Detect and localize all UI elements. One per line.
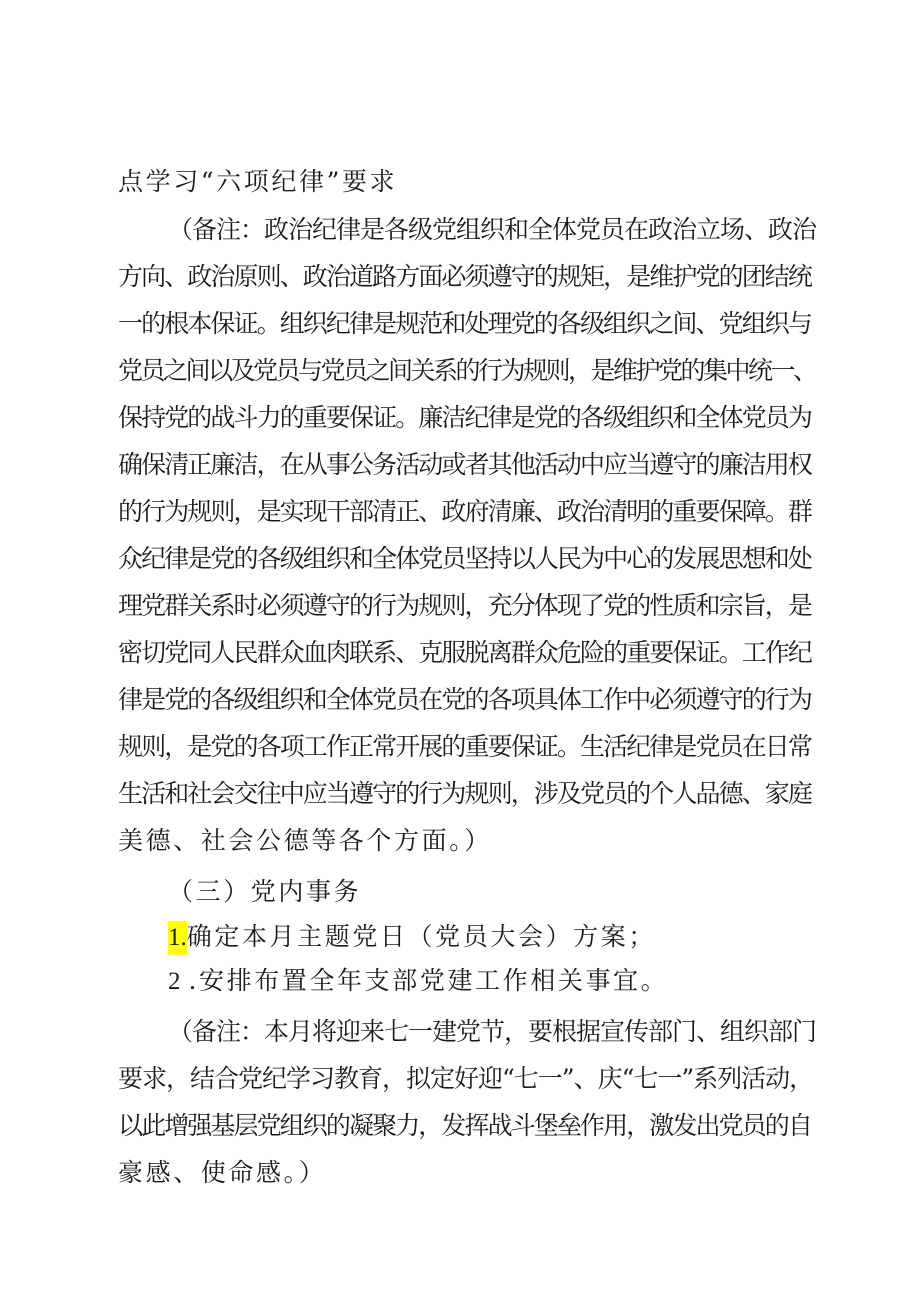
note1-line: 的行为规则，是实现干部清正、政府清廉、政治清明的重要保障。群: [118, 497, 812, 526]
note1-line: （备注：政治纪律是各级党组织和全体党员在政治立场、政治: [168, 215, 817, 244]
note2-line: （备注：本月将迎来七一建党节，要根据宣传部门、组织部门: [168, 1017, 817, 1046]
item-text: .安排布置全年支部党建工作相关事宜。: [188, 966, 669, 995]
note1-line: 理党群关系时必须遵守的行为规则，充分体现了党的性质和宗旨，是: [118, 591, 812, 620]
note1-line: 规则，是党的各项工作正常开展的重要保证。生活纪律是党员在日常: [118, 732, 812, 761]
note2-line: 要求，结合党纪学习教育，拟定好迎“七一”、庆“七一”系列活动，: [118, 1064, 814, 1093]
note1-line: 众纪律是党的各级组织和全体党员坚持以人民为中心的发展思想和处: [118, 544, 812, 573]
item-text: 确定本月主题党日（党员大会）方案；: [186, 922, 656, 951]
note1-line: 保持党的战斗力的重要保证。廉洁纪律是党的各级组织和全体党员为: [118, 403, 812, 432]
list-item: [168, 920, 818, 955]
list-item: [168, 964, 818, 999]
item-number-highlighted: 1.: [168, 921, 187, 955]
item-number: 2: [168, 968, 181, 995]
note1-line: 一的根本保证。组织纪律是规范和处理党的各级组织之间、党组织与: [118, 309, 812, 338]
note2-line: 以此增强基层党组织的凝聚力，发挥战斗堡垒作用，激发出党员的自: [118, 1111, 812, 1140]
note2-line: 豪感、使命感。）: [118, 1158, 327, 1187]
section-heading: （三）党内事务: [168, 877, 362, 906]
continuation-title: 点学习“六项纪律”要求: [118, 167, 398, 196]
note1-line: 确保清正廉洁，在从事公务活动或者其他活动中应当遵守的廉洁用权: [118, 450, 812, 479]
note1-line: 生活和社会交往中应当遵守的行为规则，涉及党员的个人品德、家庭: [118, 779, 812, 808]
note1-line: 美德、社会公德等各个方面。）: [118, 826, 492, 855]
note1-line: 方向、政治原则、政治道路方面必须遵守的规矩，是维护党的团结统: [118, 262, 812, 291]
note1-line: 律是党的各级组织和全体党员在党的各项具体工作中必须遵守的行为: [118, 685, 812, 714]
note1-line: 密切党同人民群众血肉联系、克服脱离群众危险的重要保证。工作纪: [118, 638, 812, 667]
note1-line: 党员之间以及党员与党员之间关系的行为规则，是维护党的集中统一、: [118, 356, 816, 385]
